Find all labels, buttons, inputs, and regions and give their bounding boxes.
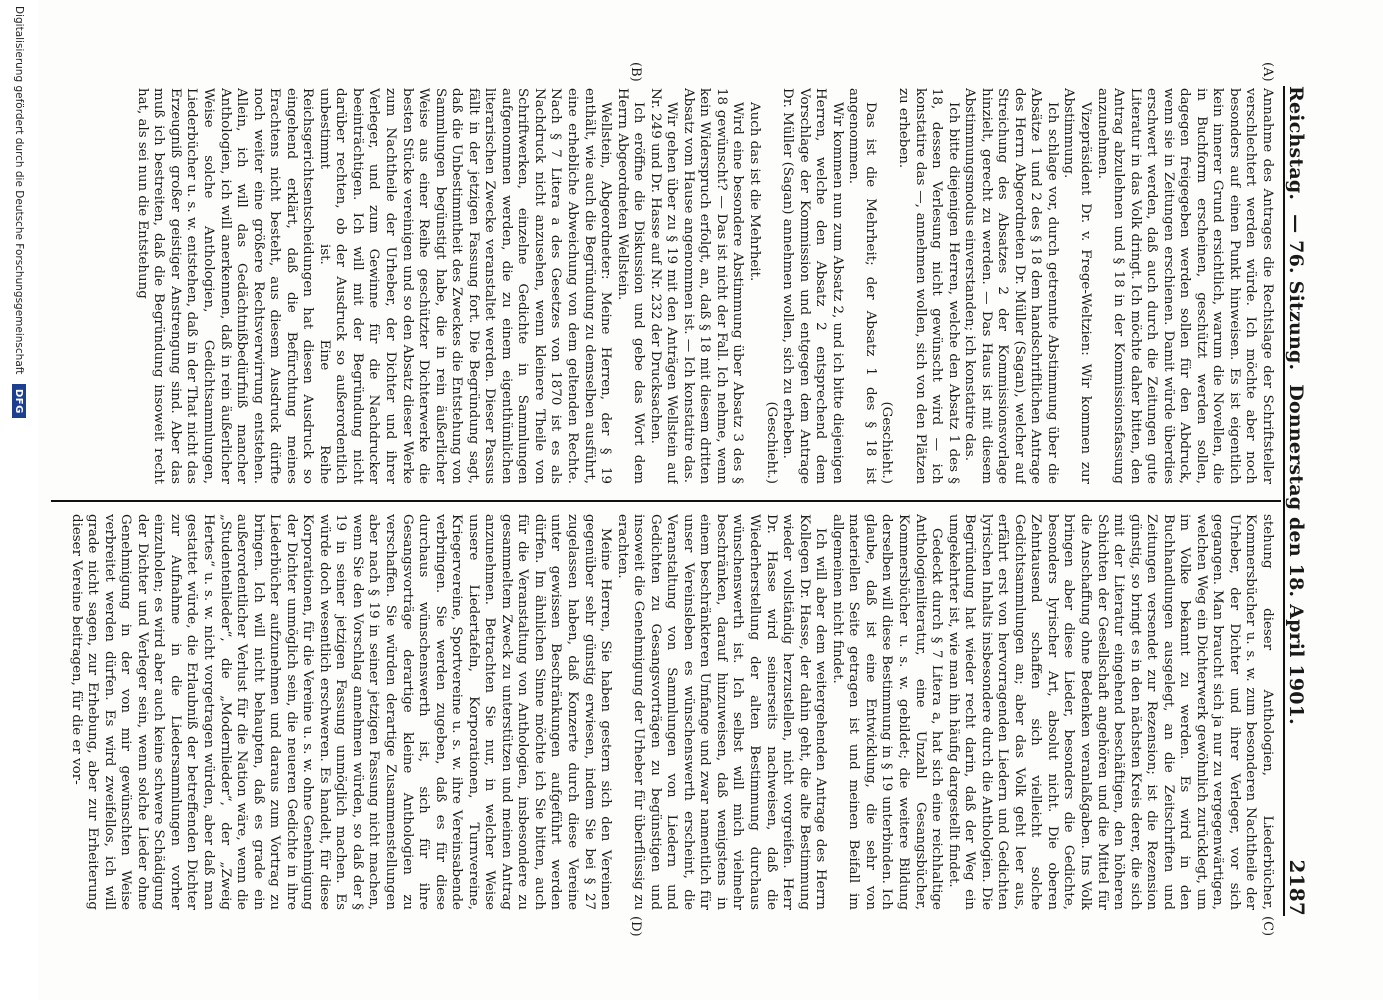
margin-marker-d: (D): [628, 916, 643, 937]
digitization-credit: [0, 0, 38, 1000]
margin-marker-c: (C): [1260, 916, 1275, 937]
paragraph: stehung dieser Anthologien, Liederbücher, Kommersbücher u. s. w. zum besonderen Nachtheile der Urheber, der Dichter und ihrer Verleger, vor sich gegangen. Man braucht sich ja nur zu vergegenwärtigen, welchen Weg ein Dichterwerk gewöhnlich zurücklegt, um im Volke bekannt zu werden. Es wird in den Buchhandlungen ausgelegt, an die Zeitschriften und Zeitungen versendet zur Rezension; ist die Rezension günstig, so bringt es in den nächsten Kreis derer, die sich mit der Literatur eingehend beschäftigen, den höheren Schichten der Gesellschaft angehören und die Mittel für die Anschaffung ohne Bedenken veranlaßgaben. Ins Volk bringen aber diese Lieder, besonders die Gedichte, besonders lyrischer Art, absolut nicht. Die oberen Zehntausend schaffen sich vielleicht solche Gedichtsammlungen an; aber das Volk geht leer aus, erfährt erst von hervorragenden Liedern und Gedichten lyrischen Inhalts insbesondere durch die Anthologien. Die Begründung hat wieder recht darin, daß der Weg ein umgekehrter ist, wie man ihn häufig dargestellt findet.: [945, 514, 1275, 910]
left-column: [50, 88, 1275, 484]
paragraph: Ich will aber dem weitergehenden Antrage des Herrn Kollegen Dr. Hasse, der dahin geht, die alte Bestimmung wieder vollständig herzustellen, nicht vorgreifen. Herr Dr. Hasse wird seinerseits nachweisen, daß die Wiederherstellung der alten Bestimmung durchaus wünschenswerth ist. Ich selbst will mich vielmehr beschränken, darauf hinzuweisen, daß wenigstens in einem beschränkteren Umfange und zwar namentlich für unser Vereinsleben es wünschenswerth erscheint, die Veranstaltung von Sammlungen von Liedern und Gedichten zu Gesangsvorträgen zu begünstigen und insoweit die Genehmigung der Urheber für überflüssig zu erachten.: [614, 514, 829, 910]
page-number: 2187: [1285, 859, 1309, 916]
margin-marker-b: (B): [628, 62, 643, 82]
paragraph: Meine Herren, Sie haben gestern sich den Vereinen gegenüber sehr günstig erwiesen, indem Sie bei § 27 zugelassen haben, daß Konzerte durch diese Vereine unter gewissen Beschränkungen aufgeführt werden dürfen. Im ähnlichen Sinne möchte ich Sie bitten, auch für die Veranstaltung von Anthologien, insbesondere zu gesammeltem Zweck zu unterstützen und meinen Antrag anzunehmen. Betrachten Sie nur, in welcher Weise unsere Liedertafeln, Korporationen, Turnvereine, Kriegervereine, Sportvereine u. s. w. ihre Vereinsabende verbringen. Sie werden zugeben, daß es für diese durchaus wünschenswerth ist, sich für ihre Gesangsvorträge derartige kleine Anthologien zu verschaffen. Sie würden derartige Zusammenstellungen aber nach § 19 in seiner jetzigen Fassung nicht machen, wenn Sie den Vorschlag annehmen würden, so daß der § 19 in seiner jetzigen Fassung unmöglich machen. Es würde doch wesentlich erschweren. Es handelt, für diese Korporationen, für die Vereine u. s. w. ohne Genehmigung der Dichter unmöglich sein, die neueren Gedichte in ihre Liederbücher aufzunehmen und daraus zum Vortrag zu bringen. Ich will nicht behaupten, daß es grade ein außerordentlicher Verlust für die Nation wäre, wenn die „Studentenlieder“, die „Modernlieder“, der „Zweig Hertes“ u. s. w. nicht vorgetragen würden, aber daß man gestattet würde, die Erlaubniß der betreffenden Dichter zur Aufnahme in die Liedersammlungen vorher einzuholen; es wird aber auch keine schwere Schädigung der Dichter und Verleger sein, wenn solche Lieder ohne Genehmigung in der von mir gewünschten Weise verbreitet werden dürfen. Es wird zweifellos, ich will grade nicht sagen, zur Erhebung, aber zur Erheiterung dieser Vereine beitragen, für die er vor-: [68, 514, 614, 910]
paragraph: Wird eine besondere Abstimmung über Absatz 3 des § 18 gewünscht? — Das ist nicht der Fall. Ich nehme, wenn kein Widerspruch erfolgt, an, daß § 18 mit diesem dritten Absatz vom Hause angenommen ist. — Ich konstatire das.: [680, 88, 746, 484]
header-session: — 76. Sitzung.: [1285, 214, 1307, 371]
dfg-logo: DFG: [12, 384, 26, 418]
paragraph: Das ist die Mehrheit; der Absatz 1 des § 18 ist angenommen.: [846, 88, 878, 484]
right-column: [50, 514, 1275, 910]
column-divider: [51, 500, 1281, 502]
header-title-group: [1285, 86, 1307, 725]
paragraph: Ich schlage vor, durch getrennte Abstimmung über die Absätze 1 und 2 des § 18 dem handschriftlichen Antrage des Herrn Abgeordneten Dr. Müller (Sagan), welcher auf Streichung des Absatzes 2 der Kommissionsvorlage hinzielt, gerecht zu werden. — Das Haus ist mit diesem Abstimmungsmodus einverstanden; ich konstatire das.: [962, 88, 1060, 484]
paragraph: Auch das ist die Mehrheit.: [747, 102, 763, 282]
paragraph: Wir gehen über zu § 19 mit den Anträgen Wellstein auf Nr. 249 und Dr. Hasse auf Nr. 232 der Drucksachen.: [647, 88, 680, 484]
paragraph: Wir kommen nun zum Absatz 2, und ich bitte diejenigen Herren, welche den Absatz 2 entsprechend dem Vorschlage der Kommission und entgegen dem Antrage Dr. Müller (Sagan) annehmen wollen, sich zu erheben.: [780, 88, 845, 484]
margin-marker-a: (A): [1260, 62, 1275, 82]
paragraph: Wellstein, Abgeordneter: Meine Herren, der § 19 enthält, wie auch die Begründung zu demselben ausführt, eine erhebliche Abweichung von dem geltenden Rechte. Nach § 7 Litera a des Gesetzes von 1870 ist es als Nachdruck nicht anzusehen, wenn kleinere Theile von Schriftwerken, einzelne Gedichte in Sammlungen aufgenommen werden, die zu einem eigenthümlichen literarischen Zwecke veranstaltet werden. Dieser Passus fällt in der jetzigen Fassung fort. Die Begründung sagt, daß die Unbestimmtheit des Zweckes die Entstehung von Sammlungen begünstigt habe, die in rein äußerlicher Weise aus einer Reihe geschützter Dichterwerke die besten Stücke vereinigen und so den Absatz dieser Werke zum Nachtheile der Urheber, der Dichter und ihrer Verleger, und zum Gewinne für die Nachdrucker beeinträchtigen. Ich will mit der Begründung nicht darüber rechten, ob der Ausdruck so außerordentlich unbestimmt ist. Eine Reihe Reichsgerichtsentscheidungen hat diesen Ausdruck so eingehend erklärt, daß die Befürchtung meines Erachtens nicht besteht, aus diesem Ausdruck dürfte noch weiter eine größere Rechtsverwirrung entstehen. Allein, ich will das Gedächtnißbedürfniß mancher Anthologien, ich will anerkennen, daß in rein äußerlicher Weise solche Anthologien, Gedichtsammlungen, Liederbücher u. s. w. entstehen, daß in der That nicht das Erzeugniß großer geistiger Anstrengung sind. Aber das muß ich bestreiten, daß die Begründung insoweit recht hat, als sei nun die Entstehung: [134, 88, 614, 484]
stage-direction: (Geschieht.): [879, 401, 895, 484]
paragraph: Vizepräsident Dr. v. Frege-Weltzien: Wir kommen zur Abstimmung.: [1061, 88, 1093, 484]
paragraph: Annahme des Antrages die Rechtslage der Schriftsteller verschlechtert werden würde. Ich möchte aber noch besonders auf einen Punkt hinweisen. Es ist eigentlich kein innerer Grund ersichtlich, warum die Novellen, die in Buchform erscheinen, geschützt werden sollen, dagegen freigegeben werden sollen für den Abdruck, wenn sie in Zeitungen erschienen. Damit würde überdies erschwert werden, daß auch durch die Zeitungen gute Literatur in das Volk dringt. Ich möchte daher bitten, den Antrag abzulehnen und § 18 in der Kommissionsfassung anzunehmen.: [1094, 88, 1275, 484]
page-header: [1283, 86, 1315, 916]
header-date: Donnerstag den 18. April 1901.: [1285, 384, 1307, 725]
credit-text: Digitalisierung gefördert durch die Deutsche Forschungsgemeinschaft: [13, 6, 25, 375]
stage-direction: (Geschieht.): [763, 401, 779, 484]
paragraph: Ich bitte diejenigen Herren, welche den Absatz 1 des § 18, dessen Verlesung nicht gewünscht wird — ich konstatire das —, annehmen wollen, sich von den Plätzen zu erheben.: [895, 88, 961, 484]
header-title: Reichstag.: [1285, 86, 1307, 201]
paragraph: Gedeckt durch § 7 Litera a, hat sich eine reichhaltige Anthologienliteratur, eine Unzahl Gesangsbücher, Kommersbücher u. s. w. gebildet; die weitere Bildung derselben will diese Bestimmung in § 19 unterbinden. Ich glaube, daß ist eine Entwicklung, die sehr von materiellen Seite getragen ist und meinen Beifall im allgemeinen nicht findet.: [829, 514, 945, 910]
paragraph: Ich eröffne die Diskussion und gebe das Wort dem Herrn Abgeordneten Wellstein.: [614, 88, 647, 484]
